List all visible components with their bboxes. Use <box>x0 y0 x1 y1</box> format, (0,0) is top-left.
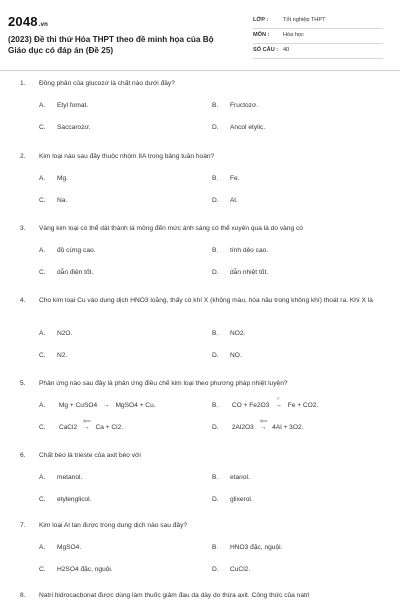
arrow-icon: → <box>103 402 110 409</box>
option-letter: A. <box>39 474 46 481</box>
option-letter: D. <box>212 197 219 204</box>
question-number: 1. <box>20 80 26 87</box>
option-text: metanol. <box>57 474 83 481</box>
option-text: độ cứng cao. <box>57 247 96 254</box>
question-number: 2. <box>20 153 26 160</box>
question-text: Phản ứng nào sau đây là phản ứng điều chế kim loại theo phương pháp nhiệt luyện? <box>39 380 288 387</box>
meta-row-class <box>253 16 383 29</box>
option-letter: D. <box>212 269 219 276</box>
arrow-icon: → <box>259 424 267 431</box>
reaction-reactants: 2Al2O3 <box>231 424 254 431</box>
option-text: CuCl2. <box>230 566 251 573</box>
option-letter: C. <box>39 124 46 131</box>
option-text: Ancol etylic. <box>230 124 266 131</box>
meta-label: LỚP : <box>253 17 269 23</box>
question-text: Natri hidrocacbonat được dùng làm thuốc giảm đau dạ dày do thừa axit. Công thức của natri <box>39 592 310 599</box>
question-text: Kim loại nào sau đây thuộc nhóm IIA trong bảng tuần hoàn? <box>39 153 215 160</box>
option-letter: A. <box>39 247 46 254</box>
reaction-products: Ca + Cl2. <box>95 424 124 431</box>
option-text: MgSO4. <box>57 544 82 551</box>
option-a[interactable] <box>39 474 82 481</box>
option-text: glixerol. <box>230 496 253 503</box>
question-number: 3. <box>20 225 26 232</box>
option-text: Etyl fomat. <box>57 102 89 109</box>
exam-title: (2023) Đề thi thử Hóa THPT theo đề minh họa của Bộ Giáo dục có đáp án (Đề 25) <box>8 35 214 55</box>
reaction-condition: t° <box>277 397 280 401</box>
option-letter: D. <box>212 124 219 131</box>
option-letter: D. <box>212 566 219 573</box>
option-text: etanol. <box>230 474 250 481</box>
site-logo[interactable] <box>8 14 48 29</box>
option-c[interactable] <box>39 269 93 276</box>
option-letter: C. <box>39 197 46 204</box>
question-number: 6. <box>20 452 26 459</box>
option-letter: A. <box>39 544 46 551</box>
reaction-arrow <box>83 419 91 431</box>
option-text: Saccarozơ. <box>57 124 91 131</box>
option-c[interactable] <box>39 419 124 431</box>
reaction-reactants: CO + Fe2O3 <box>231 402 270 409</box>
option-a[interactable] <box>39 247 96 254</box>
question-number: 7. <box>20 522 26 529</box>
option-text: etylenglicol. <box>57 496 92 503</box>
reaction-condition: đpnc <box>83 419 91 423</box>
option-letter: A. <box>39 102 46 109</box>
option-a[interactable] <box>39 544 81 551</box>
option-letter: B. <box>212 474 219 481</box>
logo-suffix: .vn <box>38 22 49 28</box>
option-text: HNO3 đặc, nguội. <box>230 544 283 551</box>
option-text: Na. <box>57 197 68 204</box>
option-a[interactable] <box>39 175 68 182</box>
option-c[interactable] <box>39 197 67 204</box>
option-d[interactable] <box>212 419 304 431</box>
option-b[interactable] <box>212 247 268 254</box>
meta-value: Tốt nghiệp THPT <box>283 17 326 23</box>
question-text: Cho kim loại Cu vào dung dịch HNO3 loãng, thấy có khí X (không màu, hóa nâu trong không khí) thoát ra. Khí X là <box>39 297 373 304</box>
meta-label: SỐ CÂU : <box>253 47 279 53</box>
option-text: dẫn nhiệt tốt. <box>230 269 269 276</box>
option-text: N2. <box>57 352 68 359</box>
option-text: Mg. <box>57 175 68 182</box>
reaction-arrow <box>259 419 268 431</box>
option-text: dẫn điện tốt. <box>57 269 94 276</box>
option-d[interactable] <box>212 352 242 359</box>
reaction-products: Fe + CO2. <box>287 402 319 409</box>
option-text: N2O. <box>57 330 73 337</box>
option-letter: C. <box>39 352 46 359</box>
option-letter: C. <box>39 566 46 573</box>
option-letter: B. <box>212 402 219 409</box>
option-c[interactable] <box>39 124 91 131</box>
option-d[interactable] <box>212 496 253 503</box>
option-letter: B. <box>212 544 219 551</box>
option-letter: A. <box>39 175 46 182</box>
option-letter: D. <box>212 424 219 431</box>
option-a[interactable] <box>39 330 72 337</box>
meta-label: MÔN : <box>253 32 270 38</box>
option-letter: C. <box>39 496 46 503</box>
option-text: Fructozơ. <box>230 102 259 109</box>
option-text: tính dẻo cao. <box>230 247 269 254</box>
option-a[interactable] <box>39 102 88 109</box>
meta-value: 40 <box>283 47 290 53</box>
reaction-reactants: Mg + CuSO4 <box>58 402 98 409</box>
reaction-products: 4Al + 3O2. <box>272 424 304 431</box>
option-b[interactable] <box>212 544 282 551</box>
exam-header <box>0 0 400 70</box>
header-divider <box>0 70 400 71</box>
arrow-icon: → <box>83 424 90 431</box>
option-d[interactable] <box>212 566 250 573</box>
option-c[interactable] <box>39 352 67 359</box>
question-number: 4. <box>20 297 26 304</box>
question-text: Kim loại Al tan được trong dung dịch nào sau đây? <box>39 522 188 529</box>
option-letter: A. <box>39 402 46 409</box>
meta-value: Hóa học <box>283 32 304 38</box>
reaction-arrow <box>275 397 282 409</box>
option-b[interactable] <box>212 397 319 409</box>
option-d[interactable] <box>212 197 238 204</box>
reaction-reactants: CaCl2 <box>58 424 78 431</box>
option-letter: B. <box>212 102 219 109</box>
option-b[interactable] <box>212 474 250 481</box>
question-text: Vàng kim loại có thể dát thành lá mỏng đến mức ánh sáng có thể xuyên qua là do vàng có <box>39 225 303 232</box>
meta-row-subject <box>253 31 383 44</box>
reaction-products: MgSO4 + Cu. <box>115 402 156 409</box>
option-letter: B. <box>212 175 219 182</box>
option-text: NO2. <box>230 330 246 337</box>
option-text: Al. <box>230 197 238 204</box>
arrow-icon: → <box>275 402 282 409</box>
reaction-arrow <box>103 402 110 409</box>
option-letter: D. <box>212 496 219 503</box>
question-number: 8. <box>20 592 26 599</box>
option-letter: C. <box>39 269 46 276</box>
logo-main: 2048 <box>8 14 38 29</box>
option-b[interactable] <box>212 102 258 109</box>
meta-row-count <box>253 46 383 59</box>
question-number: 5. <box>20 380 26 387</box>
option-text: Fe. <box>230 175 240 182</box>
question-text: Đồng phân của glucozơ là chất nào dưới đây? <box>39 80 175 87</box>
option-letter: B. <box>212 247 219 254</box>
option-letter: B. <box>212 330 219 337</box>
option-a[interactable] <box>39 402 156 409</box>
option-text: NO. <box>230 352 242 359</box>
reaction-condition: đpnc <box>259 419 268 423</box>
option-b[interactable] <box>212 330 245 337</box>
option-text: H2SO4 đặc, nguội. <box>57 566 113 573</box>
option-c[interactable] <box>39 496 91 503</box>
option-d[interactable] <box>212 269 268 276</box>
option-d[interactable] <box>212 124 265 131</box>
option-letter: D. <box>212 352 219 359</box>
option-letter: C. <box>39 424 46 431</box>
option-b[interactable] <box>212 175 240 182</box>
option-letter: A. <box>39 330 46 337</box>
question-text: Chất béo là trieste của axit béo với <box>39 452 141 459</box>
option-c[interactable] <box>39 566 113 573</box>
